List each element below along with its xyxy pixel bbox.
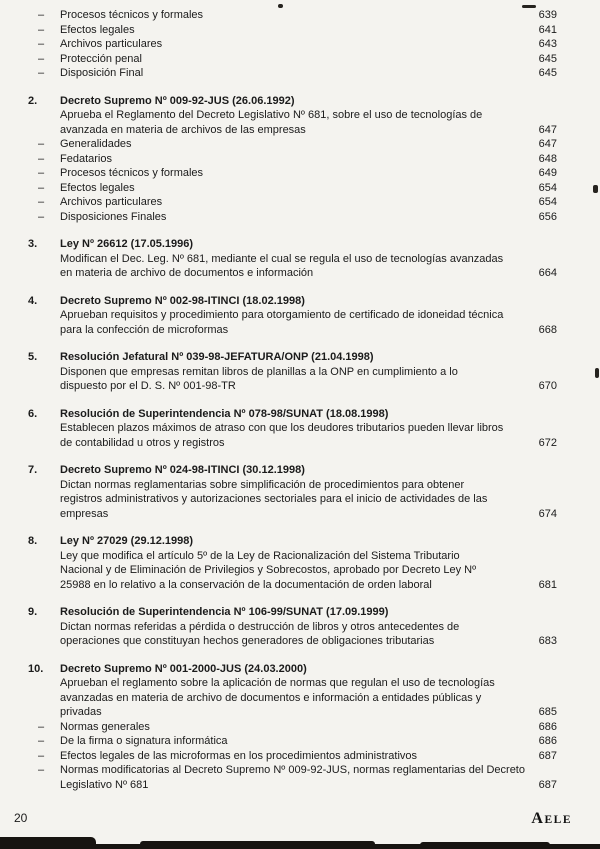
entry-number: 5. [28,351,38,363]
subitem-label: Fedatarios [60,152,112,165]
page-number: 683 [538,635,557,647]
subitem-label: Archivos particulares [60,196,163,208]
subitem-label: Normas generales [60,720,150,733]
entry-number: 4. [28,294,38,307]
entry-description-block [60,252,557,281]
toc-subitem [28,8,557,23]
entry-description: Aprueban requisitos y procedimiento para otorgamiento de certificado de idoneidad técnica para la confección de microformas [60,309,504,336]
scan-artifact [595,368,599,378]
toc-entry [28,662,557,793]
toc-entry [28,350,557,394]
entry-header [28,662,557,677]
entry-description-block [60,549,557,593]
page-number: 647 [538,138,557,150]
subitem-label: Efectos legales de las microformas en los procedimientos administrativos [60,749,418,762]
subitem-label: Protección penal [60,52,142,65]
page-number: 643 [538,38,557,50]
toc-entry [28,407,557,451]
toc-entry [28,94,557,225]
toc-content [28,8,557,792]
toc-entry [28,534,557,592]
page-number: 664 [538,267,557,279]
dash-bullet: – [38,196,45,208]
entry-description: Dictan normas reglamentarias sobre simplificación de procedimientos para obtener registros administrativos y autorizaciones sectoriales para el inicio de actividades de las empresas [60,478,488,520]
subitem-label: Archivos particulares [60,38,163,50]
entry-description: Dictan normas referidas a pérdida o destrucción de libros y otros antecedentes de operaciones que constituyan hechos generadores de obligaciones tributarias [60,620,460,647]
page-number: 647 [538,123,557,136]
page-number: 687 [538,778,557,791]
entry-header [28,237,557,252]
toc-subitem [28,37,557,52]
dash-bullet: – [38,210,45,223]
subitem-label: Disposiciones Finales [60,210,167,223]
entry-description: Modifican el Dec. Leg. Nº 681, mediante el cual se regula el uso de tecnologías avanzadas en materia de archivo de documentos e información [60,252,504,279]
page-number: 649 [538,167,557,179]
entry-header [28,350,557,365]
page-number: 656 [538,210,557,223]
entry-description-block [60,365,557,394]
dash-bullet: – [38,9,45,21]
toc-subitem [28,763,557,792]
subitem-label: Procesos técnicos y formales [60,9,204,21]
toc-subitem [28,166,557,181]
entry-description-block [60,108,557,137]
entry-description: Disponen que empresas remitan libros de planillas a la ONP en cumplimiento a lo dispuesto por el D. S. Nº 001-98-TR [60,365,458,392]
dash-bullet: – [38,67,45,79]
entry-description: Aprueban el reglamento sobre la aplicación de normas que regulan el uso de tecnologías avanzadas en materia de archivo de documentos e información a entidades públicas y privadas [60,677,495,718]
dash-bullet: – [38,138,45,150]
page-number: 686 [538,720,557,733]
subitem-label: Generalidades [60,138,132,150]
entry-header [28,463,557,478]
entry-description: Establecen plazos máximos de atraso con que los deudores tributarios pueden llevar libros de contabilidad u otros y registros [60,422,504,449]
page-number: 648 [538,152,557,165]
toc-entry [28,463,557,521]
page-number: 681 [538,578,557,591]
entry-title: Decreto Supremo Nº 002-98-ITINCI (18.02.1998) [60,294,305,307]
page-number: 654 [538,181,557,194]
page-number: 641 [538,23,557,36]
toc-subitem [28,66,557,81]
toc-entry [28,605,557,649]
entry-description-block [60,421,557,450]
page-number: 645 [538,67,557,79]
toc-subitem [28,195,557,210]
toc-continuation [28,8,557,81]
entry-title: Resolución de Superintendencia Nº 106-99/SUNAT (17.09.1999) [60,606,389,618]
footer-page-number: 20 [14,810,28,825]
page-number: 672 [538,436,557,449]
subitem-label: Procesos técnicos y formales [60,167,204,179]
page-number: 668 [538,323,557,336]
page-number: 654 [538,196,557,208]
entry-number: 3. [28,238,38,250]
entry-description-block [60,308,557,337]
page-number: 639 [538,9,557,21]
dash-bullet: – [38,720,45,733]
publisher-logo-initial: A [531,809,545,827]
subitem-label: Efectos legales [60,181,135,194]
entry-title: Decreto Supremo Nº 024-98-ITINCI (30.12.1998) [60,464,305,476]
toc-subitem [28,181,557,196]
entry-title: Ley Nº 26612 (17.05.1996) [60,238,194,250]
entry-description: Ley que modifica el artículo 5º de la Ley de Racionalización del Sistema Tributario Nacional y de Eliminación de Privilegios y Sobrecostos, aprobado por Decreto Ley Nº 25988 en lo relativo a la conservación de la documentación de orden laboral [60,549,477,591]
entry-title: Decreto Supremo Nº 009-92-JUS (26.06.1992) [60,94,295,107]
subitem-label: Disposición Final [60,67,144,79]
entry-title: Resolución Jefatural Nº 039-98-JEFATURA/ONP (21.04.1998) [60,351,374,363]
toc-entries [28,94,557,793]
entry-title: Resolución de Superintendencia Nº 078-98/SUNAT (18.08.1998) [60,407,389,420]
toc-entry [28,237,557,281]
toc-subitem [28,23,557,38]
dash-bullet: – [38,152,45,165]
entry-header [28,294,557,309]
dash-bullet: – [38,23,45,36]
entry-header [28,605,557,620]
scan-artifact [140,841,375,849]
toc-subitem [28,749,557,764]
entry-description-block [60,620,557,649]
toc-subitem [28,152,557,167]
page-number: 674 [538,507,557,520]
entry-number: 2. [28,94,38,107]
dash-bullet: – [38,38,45,50]
publisher-logo-rest: ELE [544,813,572,826]
entry-title: Ley Nº 27029 (29.12.1998) [60,535,194,547]
entry-number: 8. [28,535,38,547]
page-number: 687 [538,749,557,762]
toc-subitem [28,720,557,735]
toc-subitem [28,52,557,67]
entry-title: Decreto Supremo Nº 001-2000-JUS (24.03.2000) [60,662,307,675]
dash-bullet: – [38,735,45,747]
scan-artifact [0,837,96,849]
toc-subitem [28,734,557,749]
dash-bullet: – [38,764,45,776]
entry-description-block [60,478,557,522]
entry-number: 10. [28,662,44,675]
subitem-label: Efectos legales [60,23,135,36]
scan-artifact [593,185,598,193]
dash-bullet: – [38,52,45,65]
entry-number: 9. [28,606,38,618]
entry-number: 6. [28,407,38,420]
dash-bullet: – [38,167,45,179]
toc-subitem [28,210,557,225]
entry-header [28,94,557,109]
page-number: 685 [538,706,557,718]
page-number: 686 [538,735,557,747]
dash-bullet: – [38,749,45,762]
dash-bullet: – [38,181,45,194]
page-number: 670 [538,380,557,392]
entry-header [28,407,557,422]
publisher-logo [531,809,572,828]
toc-subitem [28,137,557,152]
toc-entry [28,294,557,338]
entry-description-block [60,676,557,720]
entry-number: 7. [28,464,38,476]
subitem-label: De la firma o signatura informática [60,735,228,747]
page-number: 645 [538,52,557,65]
entry-header [28,534,557,549]
subitem-label: Normas modificatorias al Decreto Supremo Nº 009-92-JUS, normas reglamentarias del Decreto Legislativo Nº 681 [60,764,525,791]
scan-artifact [420,842,550,849]
entry-description: Aprueba el Reglamento del Decreto Legislativo Nº 681, sobre el uso de tecnologías de avanzada en materia de archivos de las empresas [60,109,483,136]
